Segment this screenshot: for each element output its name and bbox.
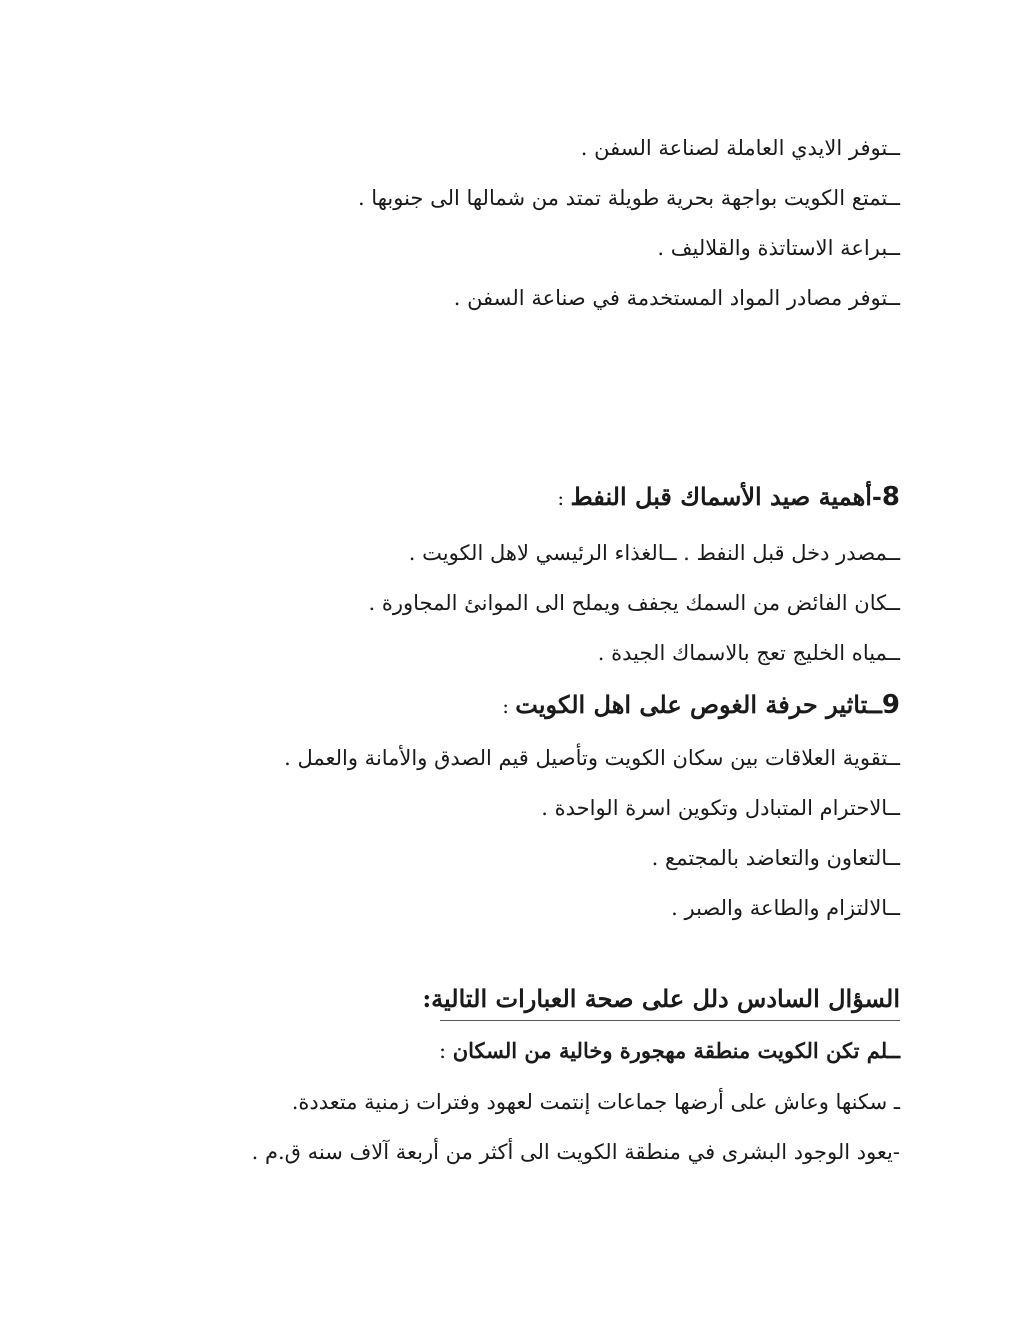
section-number: 8: [881, 482, 900, 512]
question-6-title: السؤال السادس دلل على صحة العبارات التالية:: [422, 984, 900, 1013]
section-number: 9: [881, 690, 900, 720]
section-8-heading: [557, 480, 900, 515]
text-line: ــتوفر مصادر المواد المستخدمة في صناعة السفن .: [453, 286, 900, 310]
text-line: ــالتعاون والتعاضد بالمجتمع .: [651, 846, 900, 870]
heading-colon: :: [557, 486, 571, 510]
text-line: ــالاحترام المتبادل وتكوين اسرة الواحدة .: [541, 796, 900, 820]
text-line: ـ سكنها وعاش على أرضها جماعات إنتمت لعهود وفترات زمنية متعددة.: [291, 1090, 900, 1114]
statement-colon: :: [438, 1039, 453, 1063]
section-title: -أهمية صيد الأسماك قبل النفط: [570, 482, 882, 511]
text-line: ــبراعة الاستاتذة والقلاليف .: [657, 236, 900, 260]
heading-colon: :: [502, 694, 516, 718]
text-line: ــالالتزام والطاعة والصبر .: [671, 896, 900, 920]
text-line: ــتقوية العلاقات بين سكان الكويت وتأصيل قيم الصدق والأمانة والعمل .: [284, 746, 900, 770]
text-line: ــمياه الخليج تعج بالاسماك الجيدة .: [597, 641, 900, 665]
question-statement: [439, 1036, 900, 1066]
section-9-heading: [502, 688, 900, 723]
statement-text: ــلم تكن الكويت منطقة مهجورة وخالية من السكان: [452, 1038, 900, 1063]
text-line: -يعود الوجود البشرى في منطقة الكويت الى أكثر من أربعة آلاف سنه ق.م .: [251, 1140, 900, 1164]
title-underline: [440, 1020, 900, 1021]
section-title: ــتاثير حرفة الغوص على اهل الكويت: [515, 690, 882, 719]
text-line: ــمصدر دخل قبل النفط . ــالغذاء الرئيسي لاهل الكويت .: [408, 541, 900, 565]
text-line: ــتمتع الكويت بواجهة بحرية طويلة تمتد من شمالها الى جنوبها .: [357, 186, 900, 210]
text-line: ــتوفر الايدي العاملة لصناعة السفن .: [580, 136, 900, 160]
text-line: ــكان الفائض من السمك يجفف ويملح الى الموانئ المجاورة .: [368, 591, 900, 615]
